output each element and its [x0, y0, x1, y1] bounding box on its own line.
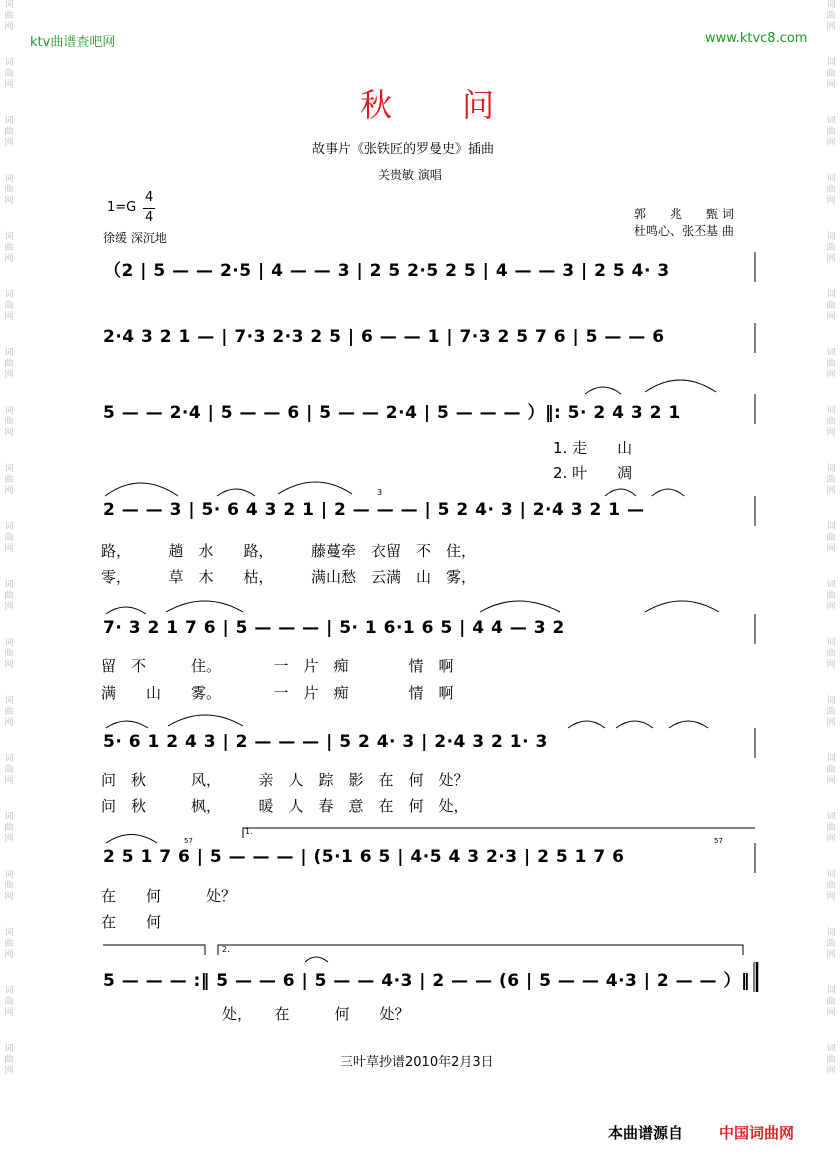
slur	[278, 482, 352, 494]
watermark-glyph: 词	[826, 870, 836, 880]
watermark-glyph: 词	[4, 406, 14, 416]
score-line-5: 7· 3 2 1 7 6 | 5 — — — | 5· 1 6·1 6 5 | 4 4 — 3 2	[103, 618, 565, 638]
ending-1-label: 1.	[245, 827, 253, 836]
slur	[645, 380, 716, 392]
watermark-glyph: 网	[4, 22, 14, 32]
ending-1-bracket	[243, 828, 755, 838]
watermark-glyph: 网	[4, 196, 14, 206]
watermark-glyph: 曲	[4, 417, 14, 427]
slur	[217, 489, 255, 496]
watermark-glyph: 词	[4, 812, 14, 822]
watermark-glyph: 曲	[4, 185, 14, 195]
slur	[166, 601, 243, 612]
watermark-glyph: 曲	[4, 881, 14, 891]
watermark-glyph: 词	[826, 58, 836, 68]
watermark-glyph: 网	[4, 428, 14, 438]
watermark-glyph: 网	[826, 544, 836, 554]
slur	[305, 957, 328, 962]
watermark-glyph: 词	[826, 116, 836, 126]
watermark-glyph: 网	[826, 892, 836, 902]
watermark-glyph: 词	[4, 58, 14, 68]
watermark-glyph: 词	[826, 290, 836, 300]
verse1-line-3: 1. 走 山	[553, 439, 633, 457]
slur	[645, 601, 719, 612]
watermark-glyph: 网	[4, 1008, 14, 1018]
watermark-glyph: 网	[4, 138, 14, 148]
watermark-glyph: 曲	[4, 127, 14, 137]
watermark-glyph: 词	[826, 986, 836, 996]
watermark-glyph: 词	[826, 580, 836, 590]
verse2-line-5: 满 山 雾。 一 片 痴 情 啊	[101, 684, 454, 702]
watermark-glyph: 曲	[826, 11, 836, 21]
watermark-glyph: 网	[826, 1066, 836, 1076]
watermark-glyph: 曲	[826, 301, 836, 311]
slur	[652, 489, 684, 496]
watermark-glyph: 网	[826, 196, 836, 206]
score-line-1: （2 | 5 — — 2·5 | 4 — — 3 | 2 5 2·5 2 5 | 4 — — 3 | 2 5 4· 3	[104, 261, 670, 281]
watermark-glyph: 曲	[4, 533, 14, 543]
watermark-glyph: 曲	[826, 823, 836, 833]
watermark-glyph: 网	[4, 950, 14, 960]
watermark-glyph: 网	[4, 370, 14, 380]
watermark-glyph: 词	[4, 348, 14, 358]
watermark-glyph: 曲	[4, 1055, 14, 1065]
watermark-glyph: 词	[4, 0, 14, 10]
slur	[616, 721, 653, 728]
watermark-glyph: 词	[826, 348, 836, 358]
watermark-glyph: 词	[4, 1044, 14, 1054]
watermark-glyph: 词	[4, 522, 14, 532]
slur	[480, 601, 560, 612]
watermark-glyph: 词	[4, 638, 14, 648]
watermark-glyph: 曲	[826, 649, 836, 659]
verse1-line-4: 路， 趟 水 路， 藤蔓牵 衣留 不 住，	[101, 542, 477, 560]
watermark-glyph: 网	[4, 834, 14, 844]
watermark-glyph: 曲	[4, 359, 14, 369]
watermark-glyph: 网	[826, 950, 836, 960]
tempo-marking: 徐缓 深沉地	[103, 231, 167, 245]
time-signature-bottom: 4	[145, 210, 154, 225]
verse2-line-6: 问 秋 枫， 暖 人 春 意 在 何 处，	[101, 797, 469, 815]
watermark-glyph: 网	[4, 660, 14, 670]
watermark-glyph: 网	[826, 428, 836, 438]
slur	[669, 721, 708, 728]
watermark-glyph: 曲	[4, 707, 14, 717]
watermark-glyph: 词	[826, 174, 836, 184]
watermark-glyph: 词	[4, 116, 14, 126]
watermark-glyph: 曲	[826, 533, 836, 543]
watermark-glyph: 曲	[826, 765, 836, 775]
watermark-glyph: 网	[826, 1008, 836, 1018]
watermark-glyph: 曲	[4, 823, 14, 833]
watermark-glyph: 曲	[4, 475, 14, 485]
watermark-glyph: 曲	[4, 243, 14, 253]
composer: 杜鸣心、张丕基 曲	[634, 224, 734, 238]
watermark-glyph: 曲	[4, 997, 14, 1007]
watermark-glyph: 曲	[826, 591, 836, 601]
watermark-glyph: 网	[826, 602, 836, 612]
watermark-glyph: 词	[4, 754, 14, 764]
watermark-glyph: 网	[4, 254, 14, 264]
ending-2-label: 2.	[222, 945, 230, 954]
watermark-glyph: 曲	[4, 649, 14, 659]
watermark-glyph: 网	[826, 138, 836, 148]
slur	[585, 387, 621, 394]
watermark-glyph: 网	[4, 80, 14, 90]
watermark-glyph: 词	[826, 1044, 836, 1054]
watermark-glyph: 词	[4, 232, 14, 242]
lyric-line-8: 处， 在 何 处？	[222, 1005, 410, 1023]
watermark-glyph: 网	[826, 80, 836, 90]
watermark-glyph: 曲	[826, 127, 836, 137]
watermark-glyph: 曲	[4, 11, 14, 21]
watermark-glyph: 网	[826, 718, 836, 728]
watermark-glyph: 曲	[826, 997, 836, 1007]
ending-1-bracket-end	[103, 945, 205, 955]
watermark-glyph: 曲	[826, 243, 836, 253]
source-site-link[interactable]: 中国词曲网	[719, 1124, 795, 1142]
watermark-glyph: 网	[4, 718, 14, 728]
watermark-glyph: 词	[4, 696, 14, 706]
header-left-site[interactable]: ktv曲谱查吧网	[30, 35, 116, 50]
watermark-glyph: 词	[826, 638, 836, 648]
score-line-7: 2 5 1 7 6 | 5 — — — | (5·1 6 5 | 4·5 4 3 2·3 | 2 5 1 7 6	[103, 847, 625, 867]
watermark-glyph: 曲	[826, 475, 836, 485]
verse2-line-3: 2. 叶 凋	[553, 464, 633, 482]
watermark-glyph: 曲	[826, 417, 836, 427]
score-line-2: 2·4 3 2 1 — | 7·3 2·3 2 5 | 6 — — 1 | 7·3 2 5 7 6 | 5 — — 6	[103, 327, 665, 347]
watermark-glyph: 词	[826, 928, 836, 938]
score-line-4: 2 — — 3 | 5· 6 4 3 2 1 | 2 — — — | 5 2 4· 3 | 2·4 3 2 1 —	[103, 500, 645, 520]
watermark-glyph: 词	[826, 0, 836, 10]
watermark-glyph: 曲	[826, 939, 836, 949]
watermark-glyph: 曲	[826, 707, 836, 717]
watermark-glyph: 曲	[826, 881, 836, 891]
watermark-glyph: 网	[826, 370, 836, 380]
song-title: 秋 问	[360, 86, 525, 124]
time-signature-top: 4	[145, 190, 154, 205]
watermark-glyph: 网	[4, 486, 14, 496]
watermark-glyph: 词	[4, 174, 14, 184]
watermark-glyph: 词	[826, 406, 836, 416]
watermark-glyph: 曲	[826, 69, 836, 79]
grace-note-57: 57	[184, 837, 193, 845]
watermark-glyph: 网	[4, 602, 14, 612]
watermark-glyph: 曲	[4, 765, 14, 775]
watermark-glyph: 曲	[4, 939, 14, 949]
slur	[168, 715, 243, 726]
verse1-line-5: 留 不 住。 一 片 痴 情 啊	[101, 657, 454, 675]
slur	[106, 607, 146, 614]
verse2-line-7: 在 何	[101, 913, 162, 931]
watermark-glyph: 网	[826, 834, 836, 844]
watermark-glyph: 网	[826, 660, 836, 670]
slur	[605, 489, 636, 496]
transcriber-note: 三叶草抄谱2010年2月3日	[340, 1055, 494, 1070]
watermark-glyph: 词	[826, 696, 836, 706]
grace-note-57-b: 57	[714, 837, 723, 845]
header-right-site[interactable]: www.ktvc8.com	[705, 31, 808, 46]
ending-2-bracket	[218, 945, 743, 955]
watermark-glyph: 词	[4, 986, 14, 996]
watermark-glyph: 词	[826, 522, 836, 532]
watermark-glyph: 曲	[4, 591, 14, 601]
watermark-glyph: 词	[826, 754, 836, 764]
key-signature: 1=G	[107, 200, 137, 215]
source-label: 本曲谱源自	[608, 1124, 684, 1142]
score-line-8: 5 — — — :‖ 5 — — 6 | 5 — — 4·3 | 2 — — (6 | 5 — — 4·3 | 2 — — ）‖	[103, 971, 750, 991]
song-subtitle: 故事片《张铁匠的罗曼史》插曲	[312, 142, 495, 157]
watermark-glyph: 网	[4, 892, 14, 902]
grace-note-3: 3	[377, 488, 383, 497]
slur	[568, 721, 605, 728]
lyricist: 郭 兆 甄 词	[634, 207, 734, 221]
watermark-glyph: 词	[4, 464, 14, 474]
watermark-glyph: 网	[4, 312, 14, 322]
verse1-line-7: 在 何 处？	[101, 887, 237, 905]
watermark-glyph: 网	[826, 312, 836, 322]
watermark-glyph: 网	[4, 1066, 14, 1076]
watermark-glyph: 曲	[826, 359, 836, 369]
slur	[106, 721, 148, 728]
watermark-glyph: 曲	[826, 1055, 836, 1065]
score-line-6: 5· 6 1 2 4 3 | 2 — — — | 5 2 4· 3 | 2·4 3 2 1· 3	[103, 732, 548, 752]
singer: 关贵敏 演唱	[378, 168, 442, 182]
slur	[106, 835, 157, 844]
watermark-glyph: 网	[826, 776, 836, 786]
watermark-glyph: 词	[826, 812, 836, 822]
verse1-line-6: 问 秋 风， 亲 人 踪 影 在 何 处？	[101, 771, 469, 789]
score-line-3: 5 — — 2·4 | 5 — — 6 | 5 — — 2·4 | 5 — — — ）‖: 5· 2 4 3 2 1	[103, 403, 681, 423]
watermark-glyph: 网	[4, 776, 14, 786]
watermark-glyph: 曲	[4, 301, 14, 311]
watermark-glyph: 网	[826, 22, 836, 32]
watermark-glyph: 词	[826, 232, 836, 242]
watermark-glyph: 曲	[4, 69, 14, 79]
watermark-glyph: 网	[4, 544, 14, 554]
verse2-line-4: 零， 草 木 枯， 满山愁 云满 山 雾，	[101, 568, 477, 586]
watermark-glyph: 词	[826, 464, 836, 474]
watermark-glyph: 网	[826, 254, 836, 264]
slur	[105, 483, 178, 496]
watermark-glyph: 曲	[826, 185, 836, 195]
watermark-glyph: 词	[4, 580, 14, 590]
watermark-glyph: 词	[4, 290, 14, 300]
watermark-glyph: 词	[4, 870, 14, 880]
watermark-glyph: 词	[4, 928, 14, 938]
watermark-glyph: 网	[826, 486, 836, 496]
